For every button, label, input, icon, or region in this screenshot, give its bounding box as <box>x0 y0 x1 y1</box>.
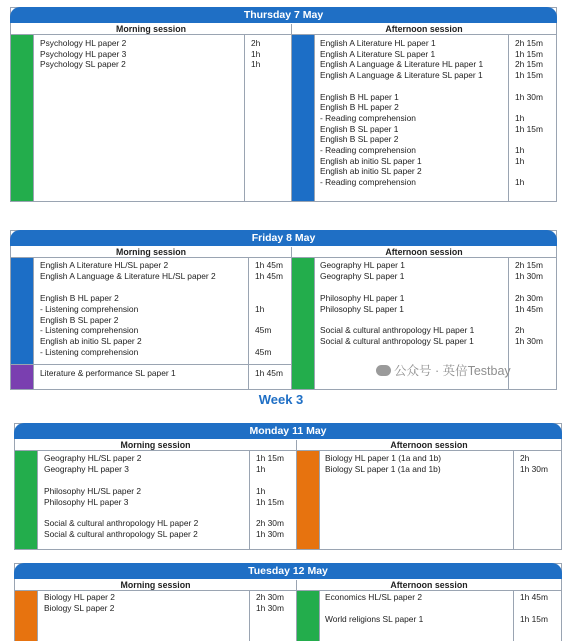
paper-name: English A Language & Literature HL/SL paper 2 <box>40 270 216 281</box>
paper-name: Psychology HL paper 3 <box>40 48 127 59</box>
subject-color-bar <box>11 258 33 364</box>
divider <box>33 35 34 201</box>
divider <box>513 591 514 641</box>
paper-name: English ab initio SL paper 2 <box>320 166 422 177</box>
paper-name: Social & cultural anthropology HL paper 2 <box>44 518 199 529</box>
subject-color-bar <box>297 451 319 549</box>
day-title: Thursday 7 May <box>10 7 557 23</box>
paper-name: Biology SL paper 2 <box>44 602 115 613</box>
paper-duration: 1h 30m <box>256 602 284 613</box>
paper-name: - Listening comprehension <box>40 303 139 314</box>
paper-name: English A Literature HL/SL paper 2 <box>40 260 169 270</box>
paper-duration: 1h <box>256 463 266 474</box>
chat-icon <box>376 365 391 376</box>
paper-name: Psychology HL paper 2 <box>40 38 127 48</box>
day-title: Friday 8 May <box>10 230 557 246</box>
divider <box>319 591 320 641</box>
paper-duration: 2h <box>251 38 261 48</box>
afternoon-session-header: Afternoon session <box>297 440 561 451</box>
row-divider <box>11 364 291 365</box>
subject-color-bar <box>11 365 33 389</box>
subject-color-bar <box>11 35 33 201</box>
paper-duration: 2h 30m <box>256 592 284 602</box>
week-heading: Week 3 <box>258 392 304 407</box>
paper-duration: 45m <box>255 347 272 358</box>
paper-name: - Reading comprehension <box>320 112 416 123</box>
paper-name: English B HL paper 2 <box>320 102 399 113</box>
paper-duration: 2h 30m <box>515 292 543 303</box>
afternoon-session-header: Afternoon session <box>297 580 561 591</box>
paper-name: English B HL paper 1 <box>320 91 399 102</box>
paper-name: - Reading comprehension <box>320 145 416 155</box>
paper-duration: 2h <box>520 453 530 463</box>
divider <box>33 258 34 389</box>
paper-duration: 2h <box>515 325 525 336</box>
watermark-text: 公众号 · 英倍Testbay <box>394 364 511 378</box>
day-title: Monday 11 May <box>14 423 562 439</box>
paper-name: English A Literature HL paper 1 <box>320 38 436 48</box>
paper-name: Geography SL paper 1 <box>320 270 405 281</box>
divider <box>314 35 315 201</box>
subject-color-bar <box>15 591 37 641</box>
paper-duration: 1h 15m <box>256 496 284 507</box>
paper-duration: 45m <box>255 325 272 336</box>
paper-duration: 2h 15m <box>515 260 543 270</box>
paper-duration: 1h 15m <box>515 70 543 81</box>
divider <box>248 258 249 389</box>
subject-color-bar <box>297 591 319 641</box>
paper-name: Philosophy HL/SL paper 2 <box>44 485 141 496</box>
paper-name: Biology SL paper 1 (1a and 1b) <box>325 463 441 474</box>
paper-name: - Listening comprehension <box>40 325 139 336</box>
paper-name: Geography HL paper 1 <box>320 260 405 270</box>
paper-duration: 1h 15m <box>515 123 543 134</box>
paper-name: English ab initio SL paper 2 <box>40 336 142 347</box>
paper-name: Biology HL paper 1 (1a and 1b) <box>325 453 442 463</box>
paper-duration: 1h 15m <box>515 48 543 59</box>
day-table-tuesday <box>14 563 562 641</box>
paper-duration: 1h 30m <box>520 463 548 474</box>
afternoon-session-header: Afternoon session <box>292 24 556 35</box>
subject-color-bar <box>15 451 37 549</box>
paper-name: Psychology SL paper 2 <box>40 59 126 70</box>
divider <box>244 35 245 201</box>
paper-name: - Reading comprehension <box>320 177 416 188</box>
morning-session-header: Morning session <box>15 440 296 451</box>
paper-duration: 1h 30m <box>515 336 543 347</box>
paper-duration: 1h 45m <box>255 260 283 270</box>
watermark <box>376 361 511 379</box>
morning-session-header: Morning session <box>11 247 291 258</box>
divider <box>319 451 320 549</box>
paper-name: - Listening comprehension <box>40 347 139 358</box>
paper-name: Geography HL/SL paper 2 <box>44 453 142 463</box>
divider <box>249 451 250 549</box>
paper-name: English B SL paper 2 <box>320 134 399 145</box>
paper-name: Social & cultural anthropology SL paper 1 <box>320 336 474 347</box>
paper-duration: 1h 45m <box>520 592 548 602</box>
paper-name: English A Language & Literature HL paper 1 <box>320 59 484 70</box>
morning-session-header: Morning session <box>11 24 291 35</box>
divider <box>508 35 509 201</box>
paper-name: Literature & performance SL paper 1 <box>40 368 176 378</box>
paper-name: Economics HL/SL paper 2 <box>325 592 422 602</box>
paper-duration: 1h <box>251 48 261 59</box>
paper-duration: 1h <box>251 59 261 70</box>
paper-duration: 2h 15m <box>515 59 543 70</box>
paper-duration: 1h 15m <box>256 453 284 463</box>
paper-name: Social & cultural anthropology HL paper 1 <box>320 325 475 336</box>
paper-name: English ab initio SL paper 1 <box>320 155 422 166</box>
day-title: Tuesday 12 May <box>14 563 562 579</box>
paper-duration: 1h <box>515 177 525 188</box>
paper-duration: 1h <box>255 303 265 314</box>
paper-duration: 1h <box>515 112 525 123</box>
paper-duration: 1h 15m <box>520 613 548 624</box>
paper-duration: 1h 30m <box>515 91 543 102</box>
paper-duration: 1h 30m <box>515 270 543 281</box>
paper-duration: 2h 30m <box>256 518 284 529</box>
paper-name: English A Literature SL paper 1 <box>320 48 436 59</box>
morning-session-header: Morning session <box>15 580 296 591</box>
divider <box>37 591 38 641</box>
paper-name: Biology HL paper 2 <box>44 592 115 602</box>
paper-duration: 1h <box>256 485 266 496</box>
paper-name: English A Language & Literature SL paper 1 <box>320 70 483 81</box>
subject-color-bar <box>292 258 314 389</box>
paper-duration: 1h 45m <box>255 368 283 378</box>
paper-name: Philosophy HL paper 3 <box>44 496 129 507</box>
divider <box>249 591 250 641</box>
paper-duration: 1h 30m <box>256 529 284 540</box>
paper-name: Social & cultural anthropology SL paper 2 <box>44 529 198 540</box>
paper-duration: 1h <box>515 145 525 155</box>
paper-name: Philosophy HL paper 1 <box>320 292 405 303</box>
paper-name: Philosophy SL paper 1 <box>320 303 404 314</box>
paper-duration: 1h 45m <box>255 270 283 281</box>
day-table-thursday <box>10 7 557 202</box>
paper-name: English B HL paper 2 <box>40 292 119 303</box>
paper-duration: 1h 45m <box>515 303 543 314</box>
paper-name: World religions SL paper 1 <box>325 613 424 624</box>
paper-duration: 2h 15m <box>515 38 543 48</box>
subject-color-bar <box>292 35 314 201</box>
day-table-monday <box>14 423 562 550</box>
afternoon-session-header: Afternoon session <box>292 247 556 258</box>
divider <box>37 451 38 549</box>
paper-name: Geography HL paper 3 <box>44 463 129 474</box>
divider <box>314 258 315 389</box>
divider <box>513 451 514 549</box>
paper-name: English B SL paper 2 <box>40 314 119 325</box>
paper-duration: 1h <box>515 155 525 166</box>
paper-name: English B SL paper 1 <box>320 123 399 134</box>
